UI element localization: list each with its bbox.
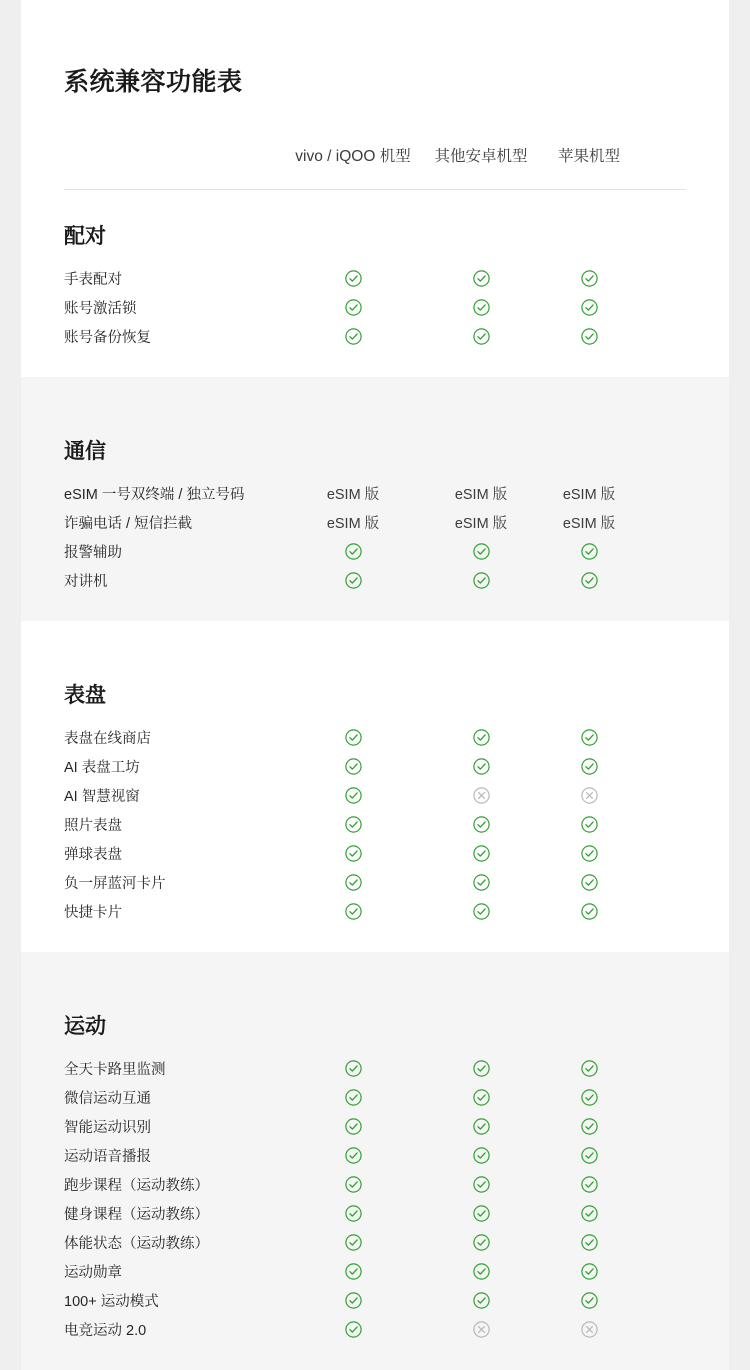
- section-2: [21, 621, 729, 952]
- check-circle-icon: [473, 1147, 490, 1164]
- feature-label: AI 智慧视窗: [64, 789, 140, 805]
- feature-cell: [427, 270, 535, 288]
- table-row: [21, 810, 729, 839]
- check-circle-icon: [345, 1060, 362, 1077]
- feature-cell: [535, 328, 643, 346]
- check-circle-icon: [345, 1263, 362, 1280]
- feature-label: 智能运动识别: [64, 1120, 151, 1136]
- feature-cell: [535, 903, 643, 921]
- check-circle-icon: [345, 572, 362, 589]
- check-circle-icon: [473, 1176, 490, 1193]
- feature-cell: [427, 729, 535, 747]
- table-row: [21, 752, 729, 781]
- table-row: [21, 723, 729, 752]
- table-row: [21, 566, 729, 595]
- table-row: [21, 1112, 729, 1141]
- check-circle-icon: [581, 299, 598, 316]
- section-title: 通信: [64, 440, 106, 463]
- feature-label: eSIM 一号双终端 / 独立号码: [64, 487, 245, 503]
- feature-label: 运动语音播报: [64, 1149, 151, 1165]
- check-circle-icon: [473, 1234, 490, 1251]
- feature-cell: [427, 1118, 535, 1136]
- check-circle-icon: [473, 1263, 490, 1280]
- check-circle-icon: [581, 1205, 598, 1222]
- feature-cell: [427, 1060, 535, 1078]
- feature-cell: [535, 787, 643, 805]
- feature-cell: [427, 572, 535, 590]
- feature-cell: [427, 845, 535, 863]
- section-title: 表盘: [64, 684, 106, 707]
- check-circle-icon: [345, 1234, 362, 1251]
- feature-label: 账号备份恢复: [64, 330, 151, 346]
- cross-circle-icon: [581, 787, 598, 804]
- feature-label: 100+ 运动模式: [64, 1294, 159, 1310]
- check-circle-icon: [473, 758, 490, 775]
- sections-container: [21, 190, 729, 1370]
- check-circle-icon: [473, 1292, 490, 1309]
- feature-cell: [535, 1176, 643, 1194]
- feature-cell: [279, 1263, 427, 1281]
- check-circle-icon: [473, 1089, 490, 1106]
- feature-cell: [535, 572, 643, 590]
- feature-cell: [279, 758, 427, 776]
- page-title: 系统兼容功能表: [64, 68, 243, 96]
- feature-cell: [535, 1321, 643, 1339]
- check-circle-icon: [345, 1147, 362, 1164]
- check-circle-icon: [473, 816, 490, 833]
- check-circle-icon: [581, 874, 598, 891]
- feature-cell: [427, 1176, 535, 1194]
- feature-label: 手表配对: [64, 272, 122, 288]
- table-row: [21, 1286, 729, 1315]
- feature-cell: eSIM 版: [326, 487, 380, 503]
- column-header-row: [21, 98, 729, 166]
- table-row: [21, 839, 729, 868]
- cross-circle-icon: [473, 1321, 490, 1338]
- feature-cell: eSIM 版: [326, 516, 380, 532]
- table-row: [21, 508, 729, 537]
- feature-cell: [535, 1205, 643, 1223]
- feature-label: 账号激活锁: [64, 301, 137, 317]
- check-circle-icon: [473, 299, 490, 316]
- check-circle-icon: [345, 299, 362, 316]
- check-circle-icon: [581, 729, 598, 746]
- check-circle-icon: [581, 1234, 598, 1251]
- check-circle-icon: [345, 816, 362, 833]
- section-0: [21, 190, 729, 377]
- feature-cell: [279, 543, 427, 561]
- feature-label: 报警辅助: [64, 545, 122, 561]
- feature-cell: [279, 1089, 427, 1107]
- check-circle-icon: [473, 1060, 490, 1077]
- section-title: 运动: [64, 1015, 106, 1038]
- check-circle-icon: [581, 1060, 598, 1077]
- feature-cell: [535, 1234, 643, 1252]
- table-row: [21, 264, 729, 293]
- check-circle-icon: [345, 845, 362, 862]
- check-circle-icon: [473, 270, 490, 287]
- feature-cell: [535, 1089, 643, 1107]
- column-header-vivo: vivo / iQOO 机型: [295, 148, 411, 165]
- feature-cell: [427, 874, 535, 892]
- check-circle-icon: [345, 729, 362, 746]
- check-circle-icon: [473, 1205, 490, 1222]
- feature-label: 微信运动互通: [64, 1091, 151, 1107]
- check-circle-icon: [345, 270, 362, 287]
- feature-cell: [427, 543, 535, 561]
- check-circle-icon: [581, 1089, 598, 1106]
- feature-label: 照片表盘: [64, 818, 122, 834]
- feature-cell: [427, 1263, 535, 1281]
- feature-cell: [279, 1292, 427, 1310]
- check-circle-icon: [345, 787, 362, 804]
- check-circle-icon: [345, 874, 362, 891]
- feature-cell: [535, 1292, 643, 1310]
- feature-label: 表盘在线商店: [64, 731, 151, 747]
- feature-cell: [427, 1205, 535, 1223]
- check-circle-icon: [581, 328, 598, 345]
- feature-label: 对讲机: [64, 574, 108, 590]
- feature-cell: [535, 270, 643, 288]
- section-3: [21, 952, 729, 1370]
- feature-cell: [427, 758, 535, 776]
- feature-cell: [535, 758, 643, 776]
- feature-cell: [279, 299, 427, 317]
- table-row: [21, 1170, 729, 1199]
- table-row: [21, 537, 729, 566]
- feature-cell: [535, 816, 643, 834]
- table-row: [21, 1315, 729, 1344]
- feature-cell: [535, 1147, 643, 1165]
- feature-cell: [279, 903, 427, 921]
- feature-cell: [279, 1060, 427, 1078]
- feature-cell: eSIM 版: [562, 516, 616, 532]
- feature-cell: [427, 903, 535, 921]
- cross-circle-icon: [473, 787, 490, 804]
- check-circle-icon: [345, 1118, 362, 1135]
- feature-cell: [427, 1147, 535, 1165]
- compatibility-table-page: [21, 0, 729, 1370]
- feature-cell: [535, 874, 643, 892]
- table-row: [21, 1054, 729, 1083]
- feature-label: 快捷卡片: [64, 905, 122, 921]
- feature-label: 健身课程（运动教练）: [64, 1207, 209, 1223]
- feature-cell: [427, 1234, 535, 1252]
- check-circle-icon: [473, 543, 490, 560]
- table-row: [21, 1257, 729, 1286]
- check-circle-icon: [345, 543, 362, 560]
- check-circle-icon: [345, 1292, 362, 1309]
- feature-label: 弹球表盘: [64, 847, 122, 863]
- feature-cell: [535, 1263, 643, 1281]
- check-circle-icon: [581, 845, 598, 862]
- check-circle-icon: [581, 903, 598, 920]
- feature-cell: [427, 1321, 535, 1339]
- check-circle-icon: [581, 1176, 598, 1193]
- check-circle-icon: [581, 1263, 598, 1280]
- feature-label: 跑步课程（运动教练）: [64, 1178, 209, 1194]
- feature-cell: eSIM 版: [454, 516, 508, 532]
- feature-label: 电竞运动 2.0: [64, 1323, 147, 1339]
- check-circle-icon: [581, 1147, 598, 1164]
- check-circle-icon: [345, 1176, 362, 1193]
- check-circle-icon: [581, 816, 598, 833]
- check-circle-icon: [473, 874, 490, 891]
- check-circle-icon: [345, 1321, 362, 1338]
- feature-cell: [535, 299, 643, 317]
- feature-cell: [279, 572, 427, 590]
- check-circle-icon: [581, 270, 598, 287]
- feature-cell: [279, 729, 427, 747]
- feature-label: 全天卡路里监测: [64, 1062, 166, 1078]
- column-header-apple: 苹果机型: [557, 148, 620, 165]
- cross-circle-icon: [581, 1321, 598, 1338]
- check-circle-icon: [581, 1118, 598, 1135]
- table-row: [21, 868, 729, 897]
- table-row: [21, 322, 729, 351]
- table-row: [21, 479, 729, 508]
- feature-cell: [279, 1321, 427, 1339]
- feature-cell: [535, 1060, 643, 1078]
- feature-cell: [279, 874, 427, 892]
- feature-cell: [279, 270, 427, 288]
- check-circle-icon: [581, 572, 598, 589]
- feature-label: AI 表盘工坊: [64, 760, 140, 776]
- table-row: [21, 1083, 729, 1112]
- feature-label: 运动勋章: [64, 1265, 122, 1281]
- check-circle-icon: [345, 328, 362, 345]
- section-title: 配对: [64, 225, 106, 248]
- table-row: [21, 781, 729, 810]
- feature-label: 负一屏蓝河卡片: [64, 876, 166, 892]
- check-circle-icon: [473, 903, 490, 920]
- column-header-android: 其他安卓机型: [434, 148, 528, 165]
- feature-cell: eSIM 版: [454, 487, 508, 503]
- feature-cell: [427, 816, 535, 834]
- feature-cell: [427, 1089, 535, 1107]
- check-circle-icon: [473, 845, 490, 862]
- check-circle-icon: [581, 758, 598, 775]
- check-circle-icon: [473, 328, 490, 345]
- feature-label: 体能状态（运动教练）: [64, 1236, 209, 1252]
- feature-cell: [279, 328, 427, 346]
- feature-cell: [279, 1205, 427, 1223]
- table-row: [21, 1199, 729, 1228]
- check-circle-icon: [345, 758, 362, 775]
- feature-cell: [279, 787, 427, 805]
- feature-cell: [535, 729, 643, 747]
- feature-cell: [279, 1234, 427, 1252]
- feature-cell: [427, 1292, 535, 1310]
- feature-cell: [279, 845, 427, 863]
- check-circle-icon: [473, 572, 490, 589]
- table-row: [21, 293, 729, 322]
- feature-cell: [279, 1147, 427, 1165]
- feature-label: 诈骗电话 / 短信拦截: [64, 516, 193, 532]
- feature-cell: [535, 543, 643, 561]
- feature-cell: [279, 1118, 427, 1136]
- table-row: [21, 1228, 729, 1257]
- section-1: [21, 377, 729, 621]
- check-circle-icon: [345, 1205, 362, 1222]
- check-circle-icon: [345, 1089, 362, 1106]
- table-row: [21, 897, 729, 926]
- feature-cell: [427, 328, 535, 346]
- feature-cell: [279, 816, 427, 834]
- table-row: [21, 1141, 729, 1170]
- check-circle-icon: [581, 1292, 598, 1309]
- check-circle-icon: [473, 1118, 490, 1135]
- feature-cell: [427, 299, 535, 317]
- feature-cell: eSIM 版: [562, 487, 616, 503]
- feature-cell: [535, 1118, 643, 1136]
- feature-cell: [427, 787, 535, 805]
- feature-cell: [535, 845, 643, 863]
- feature-cell: [279, 1176, 427, 1194]
- check-circle-icon: [581, 543, 598, 560]
- check-circle-icon: [473, 729, 490, 746]
- check-circle-icon: [345, 903, 362, 920]
